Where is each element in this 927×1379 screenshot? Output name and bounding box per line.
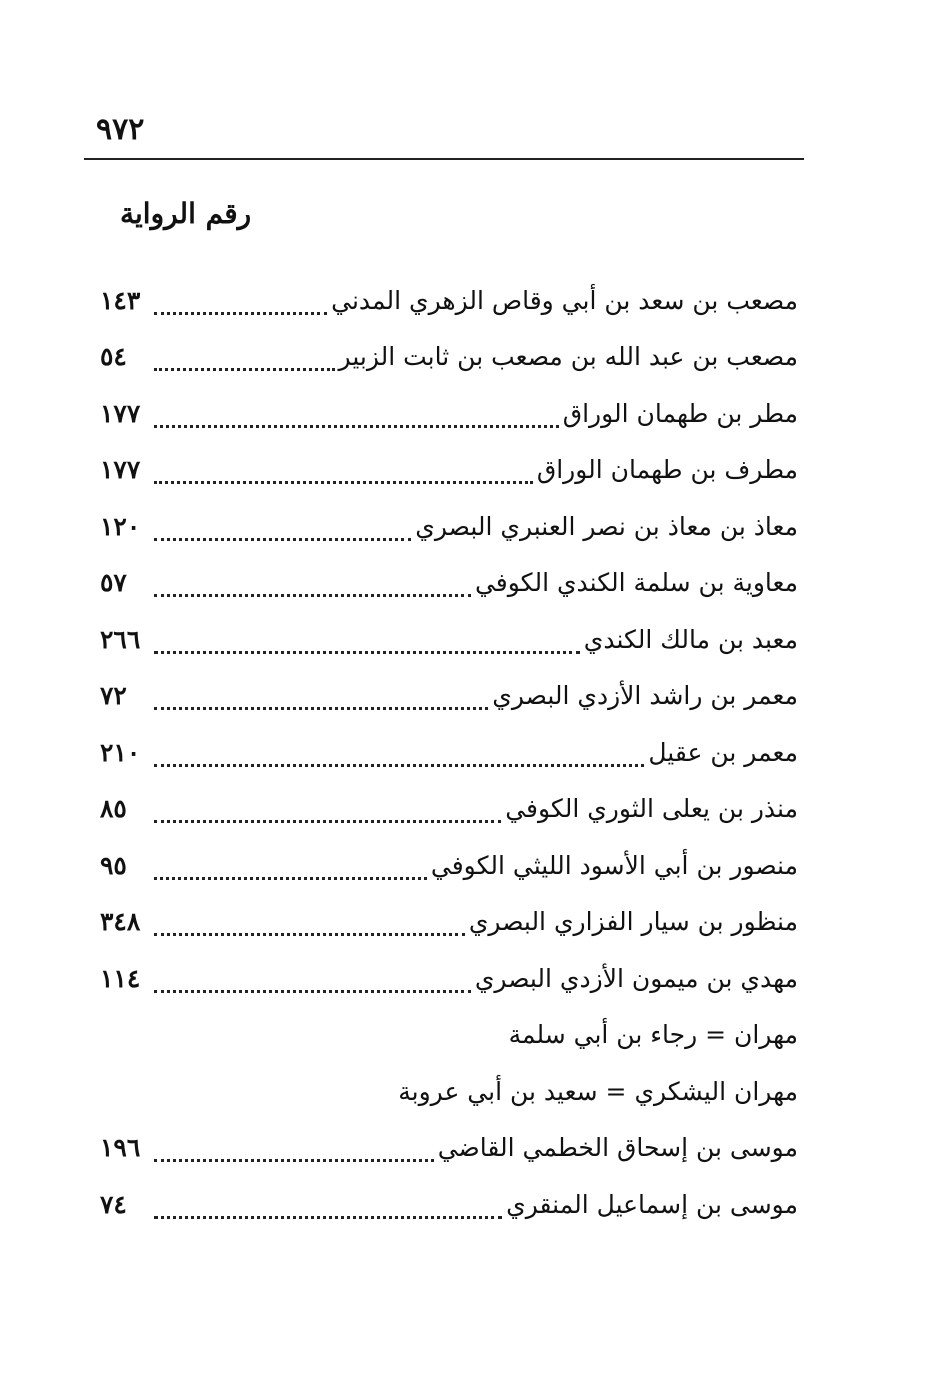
dot-leader bbox=[154, 594, 471, 597]
index-entry bbox=[96, 950, 798, 1007]
entry-name: مصعب بن عبد الله بن مصعب بن ثابت الزبير bbox=[338, 342, 798, 371]
entry-name: موسى بن إسحاق الخطمي القاضي bbox=[437, 1133, 798, 1162]
index-entry bbox=[96, 668, 798, 725]
entry-name: معاذ بن معاذ بن نصر العنبري البصري bbox=[415, 511, 798, 541]
index-entry bbox=[96, 442, 798, 499]
entry-number: ٧٤ bbox=[100, 1189, 127, 1219]
dot-leader bbox=[154, 651, 580, 654]
dot-leader bbox=[154, 877, 427, 880]
entry-number: ١٤٣ bbox=[100, 285, 141, 315]
entry-number: ٥٧ bbox=[100, 568, 127, 597]
entry-name: معاوية بن سلمة الكندي الكوفي bbox=[474, 568, 798, 597]
entry-name: معمر بن عقيل bbox=[648, 737, 798, 767]
dot-leader bbox=[154, 481, 533, 484]
entry-name: مصعب بن سعد بن أبي وقاص الزهري المدني bbox=[331, 285, 798, 315]
entry-name: موسى بن إسماعيل المنقري bbox=[506, 1189, 798, 1219]
dot-leader bbox=[154, 1159, 434, 1162]
index-entry bbox=[96, 611, 798, 668]
dot-leader bbox=[154, 538, 411, 541]
dot-leader bbox=[154, 312, 327, 315]
header-rule bbox=[84, 158, 804, 160]
entry-number: ٣٤٨ bbox=[100, 907, 141, 936]
entry-number: ٧٢ bbox=[100, 681, 127, 710]
entry-number: ١٧٧ bbox=[100, 398, 141, 428]
index-entry bbox=[96, 724, 798, 781]
index-entry bbox=[96, 555, 798, 612]
index-entry bbox=[96, 1120, 798, 1177]
entry-number: ٩٥ bbox=[100, 850, 127, 880]
entry-number: ١٩٦ bbox=[100, 1133, 141, 1162]
entry-number: ١٧٧ bbox=[100, 455, 141, 484]
index-entry bbox=[96, 781, 798, 838]
entry-number: ٥٤ bbox=[100, 342, 127, 371]
index-entry bbox=[96, 498, 798, 555]
index-entry bbox=[96, 1176, 798, 1233]
entry-number: ٨٥ bbox=[100, 794, 127, 823]
dot-leader bbox=[154, 1216, 502, 1219]
index-entry bbox=[96, 894, 798, 951]
dot-leader bbox=[154, 990, 471, 993]
entry-name: مطرف بن طهمان الوراق bbox=[536, 455, 798, 484]
dot-leader bbox=[154, 368, 335, 371]
entry-name: معمر بن راشد الأزدي البصري bbox=[492, 681, 798, 710]
entry-name: مهران = رجاء بن أبي سلمة bbox=[508, 1020, 798, 1049]
index-list bbox=[96, 272, 798, 1233]
dot-leader bbox=[154, 820, 501, 823]
index-entry bbox=[96, 272, 798, 329]
index-entry bbox=[96, 837, 798, 894]
dot-leader bbox=[154, 764, 644, 767]
dot-leader bbox=[154, 933, 465, 936]
entry-number: ٢١٠ bbox=[100, 737, 141, 767]
entry-name: منذر بن يعلى الثوري الكوفي bbox=[505, 794, 798, 823]
cross-reference-entry bbox=[96, 1063, 798, 1120]
entry-name: معبد بن مالك الكندي bbox=[583, 624, 798, 654]
dot-leader bbox=[154, 425, 559, 428]
entry-number: ١١٤ bbox=[100, 963, 141, 993]
index-entry bbox=[96, 329, 798, 386]
entry-name: مهدي بن ميمون الأزدي البصري bbox=[474, 963, 798, 993]
entry-number: ١٢٠ bbox=[100, 511, 141, 541]
column-heading: رقم الرواية bbox=[120, 197, 252, 230]
index-entry bbox=[96, 385, 798, 442]
entry-name: مهران اليشكري = سعيد بن أبي عروبة bbox=[398, 1076, 798, 1106]
page-number: ٩٧٢ bbox=[96, 112, 145, 147]
entry-name: منصور بن أبي الأسود الليثي الكوفي bbox=[430, 850, 798, 880]
entry-name: مطر بن طهمان الوراق bbox=[562, 398, 798, 428]
entry-number: ٢٦٦ bbox=[100, 624, 141, 654]
cross-reference-entry bbox=[96, 1007, 798, 1064]
entry-name: منظور بن سيار الفزاري البصري bbox=[468, 907, 798, 936]
dot-leader bbox=[154, 707, 488, 710]
